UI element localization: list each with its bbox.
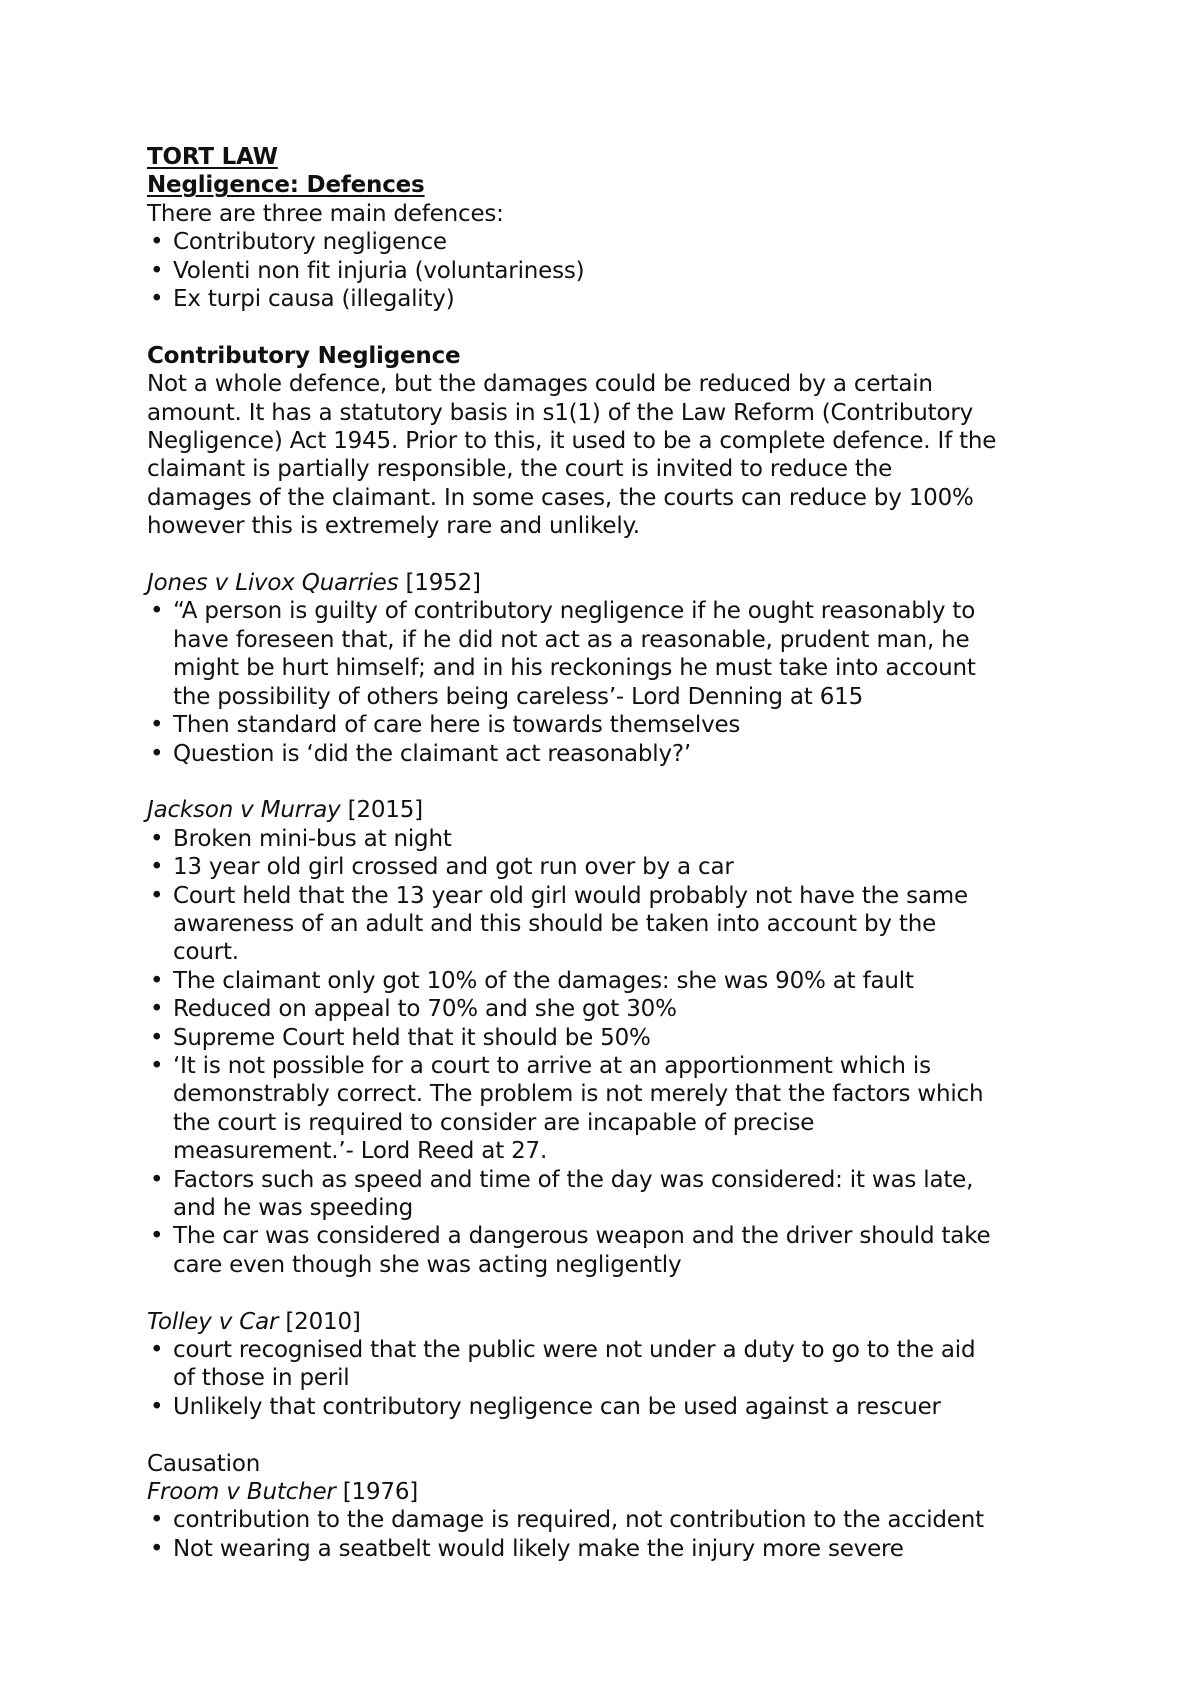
bullet-icon: • — [150, 286, 164, 313]
list-item: • The car was considered a dangerous weapon and the driver should take care even though she was acting negligently — [150, 1223, 991, 1278]
bullet-icon: • — [150, 1052, 164, 1079]
bullet-icon: • — [150, 1393, 164, 1420]
case-points-jackson — [147, 825, 1087, 1280]
list-item: • Unlikely that contributory negligence can be used against a rescuer — [150, 1393, 941, 1420]
case-name: Froom v Butcher — [147, 1479, 336, 1506]
bullet-icon: • — [150, 1024, 164, 1051]
case-heading-froom — [147, 1478, 1087, 1506]
case-heading-jackson — [147, 796, 1087, 824]
list-item: • ‘It is not possible for a court to arrive at an apportionment which is demonstrably correct. The problem is not merely that the factors which the court is required to consider are incapable of precise measurement.’- Lord Reed at 27. — [150, 1052, 984, 1165]
document-page — [147, 143, 1087, 1563]
case-points-froom — [147, 1506, 1087, 1563]
bullet-icon: • — [150, 1223, 164, 1250]
list-item: • Not wearing a seatbelt would likely make the injury more severe — [150, 1535, 904, 1562]
bullet-icon: • — [150, 740, 164, 767]
list-item: • Factors such as speed and time of the day was considered: it was late, and he was speeding — [150, 1166, 974, 1221]
bullet-icon: • — [150, 882, 164, 909]
list-item: • Supreme Court held that it should be 50% — [150, 1024, 651, 1051]
case-year: [1952] — [398, 570, 481, 597]
bullet-icon: • — [150, 854, 164, 881]
defences-list — [147, 228, 1087, 313]
list-item: • 13 year old girl crossed and got run over by a car — [150, 854, 734, 881]
list-item: • Court held that the 13 year old girl would probably not have the same awareness of an adult and this should be taken into account by the court. — [150, 882, 968, 966]
case-name: Tolley v Car — [147, 1308, 279, 1335]
list-item: • Then standard of care here is towards themselves — [150, 712, 741, 739]
list-item: • “A person is guilty of contributory negligence if he ought reasonably to have foreseen that, if he did not act as a reasonable, prudent man, he might be hurt himself; and in his reckonings he must take into account the possibility of others being careless’- Lord Denning at 615 — [150, 598, 976, 710]
case-points-jones — [147, 597, 1087, 767]
list-item: • The claimant only got 10% of the damages: she was 90% at fault — [150, 967, 914, 994]
case-heading-jones — [147, 569, 1087, 597]
bullet-icon: • — [150, 1507, 164, 1534]
list-item: • Reduced on appeal to 70% and she got 30% — [150, 996, 677, 1023]
list-item: • Ex turpi causa (illegality) — [150, 286, 455, 313]
bullet-icon: • — [150, 229, 164, 256]
bullet-icon: • — [150, 1337, 164, 1363]
case-name: Jackson v Murray — [147, 797, 341, 824]
list-item: • Broken mini-bus at night — [150, 825, 452, 852]
document-subtitle: Negligence: Defences — [147, 172, 425, 199]
list-item: • contribution to the damage is required, not contribution to the accident — [150, 1507, 984, 1534]
intro-text: There are three main defences: — [147, 200, 504, 227]
case-year: [1976] — [335, 1479, 419, 1506]
case-name: Jones v Livox Quarries — [147, 570, 399, 597]
bullet-icon: • — [150, 598, 164, 625]
bullet-icon: • — [150, 996, 164, 1023]
section-heading-causation: Causation — [147, 1450, 261, 1477]
case-year: [2010] — [278, 1308, 361, 1335]
list-item: • Volenti non fit injuria (voluntariness) — [150, 257, 585, 284]
list-item: • court recognised that the public were not under a duty to go to the aid of those in peril — [150, 1337, 976, 1392]
bullet-icon: • — [150, 1535, 164, 1562]
bullet-icon: • — [150, 967, 164, 994]
bullet-icon: • — [150, 712, 164, 739]
bullet-icon: • — [150, 257, 164, 284]
bullet-icon: • — [150, 825, 164, 852]
section-heading-contributory: Contributory Negligence — [147, 342, 461, 369]
bullet-icon: • — [150, 1166, 164, 1193]
case-heading-tolley — [147, 1308, 1087, 1336]
list-item: • Contributory negligence — [150, 229, 447, 256]
contributory-paragraph: Not a whole defence, but the damages could be reduced by a certain amount. It has a statutory basis in s1(1) of the Law Reform (Contributory Negligence) Act 1945. Prior to this, it used to be a complete defence. If the claimant is partially responsible, the court is invited to reduce the damages of the claimant. In some cases, the courts can reduce by 100% however this is extremely rare and unlikely. — [147, 371, 997, 540]
case-year: [2015] — [340, 797, 423, 824]
list-item: • Question is ‘did the claimant act reasonably?’ — [150, 740, 691, 767]
document-title: TORT LAW — [147, 144, 278, 170]
case-points-tolley — [147, 1336, 1087, 1421]
